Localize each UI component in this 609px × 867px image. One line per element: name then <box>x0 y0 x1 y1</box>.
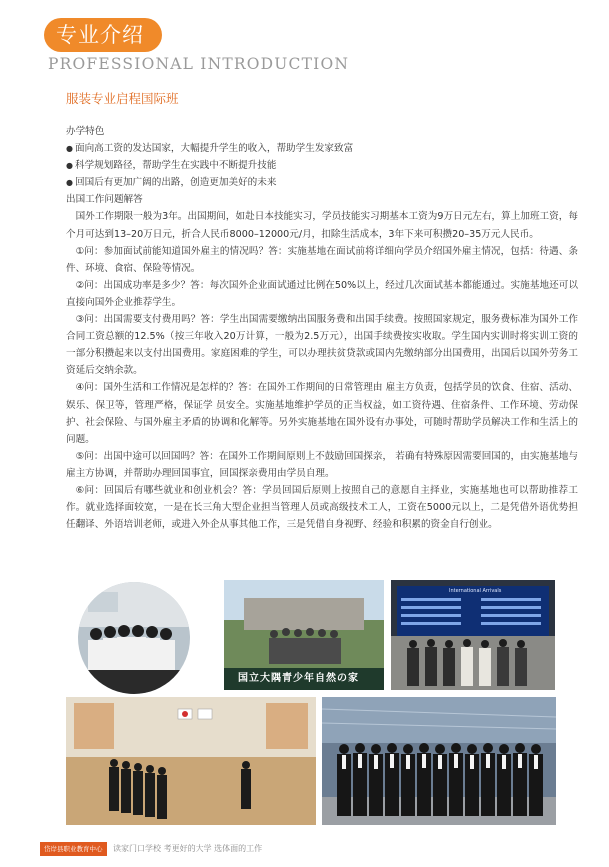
feature-item: ● 回国后有更加广阔的出路，创造更加美好的未来 <box>66 174 578 191</box>
banner-text: 国立大隅青少年自然の家 <box>238 673 359 684</box>
faq-item: ⑤问：出国中途可以回国吗？答：在国外工作期间原则上不鼓励回国探亲， 若确有特殊原因需要回国的，由实施基地与雇主方协调，并帮助办理回国事宜，回国探亲费用由学员自理。 <box>66 450 578 479</box>
outdoor-group-photo <box>224 580 384 690</box>
faq-intro: 国外工作期限一般为3年。出国期间，如赴日本技能实习，学员技能实习期基本工资为9万日元左右，算上加班工资，每个月可达到13–20万日元，折合人民币8000–12000元/月，扣除生活成本，3年下来可积攒20–35万元人民币。 <box>66 211 578 240</box>
feature-item: ● 科学规划路径，帮助学生在实践中不断提升技能 <box>66 157 578 174</box>
section-title-badge <box>44 18 162 52</box>
faq-item: ③问：出国需要支付费用吗？答：学生出国需要缴纳出国服务费和出国手续费。按照国家规定，服务费标准为国外工作合同工资总额的12.5%（按三年收入20万计算，一般为2.5万元），出国手续费按实收取。学生国内实训时将实训工资的一部分积攒起来以支付出国费用。家庭困难的学生，可以办理扶贫贷款或国内先缴纳部分出国费用，出国后以国外劳务工资延后交纳余款。 <box>66 314 578 377</box>
section-subtitle-en: PROFESSIONAL INTRODUCTION <box>48 55 350 73</box>
arrivals-board-text: International Arrivals <box>449 588 502 594</box>
features-heading: 办学特色 <box>66 126 105 137</box>
faq-item: ①问：参加面试前能知道国外雇主的情况吗？答：实施基地在面试前将详细向学员介绍国外雇主情况，包括：待遇、条件、环境、食宿、保险等情况。 <box>66 245 578 274</box>
faq-item: ④问：国外生活和工作情况是怎样的？答：在国外工作期间的日常管理由 雇主方负责，包括学员的饮食、住宿、活动、娱乐、保卫等，管理严格，保证学 员安全。实施基地维护学员的正当权益，如工资待遇、住宿条件、工作环境、劳动保护、社会保险、与国外雇主矛盾的协调和化解等。另外实施基地在国外设有办事处，可随时帮助学员解决工作和生活上的问题。 <box>66 382 578 445</box>
airport-arrivals-photo <box>391 580 555 690</box>
body-text <box>66 123 578 533</box>
program-title: 服装专业启程国际班 <box>66 91 179 106</box>
faq-heading: 出国工作问题解答 <box>66 194 143 206</box>
group-suits-photo <box>322 697 556 825</box>
faq-item: ⑥问：回国后有哪些就业和创业机会？答：学员回国后原则上按照自己的意愿自主择业，实施基地也可以帮助推荐工作。就业选择面较宽，一是在长三角大型企业担当管理人员或高级技术工人，工资在5000元以上，二是凭借外语优势担任翻译、外语培训老师，或进入外企从事其他工作，三是凭借自身视野、经验和积累的资金自行创业。 <box>66 484 578 531</box>
page-footer <box>40 842 262 856</box>
gym-lineup-photo <box>66 697 316 825</box>
faq-item: ②问：出国成功率是多少？答：每次国外企业面试通过比例在50%以上，经过几次面试基本都能通过。实施基地还可以直接向国外企业推荐学生。 <box>66 279 578 308</box>
footer-badge: 岱岸县职业教育中心 <box>40 842 107 856</box>
section-title: 专业介绍 <box>56 23 144 47</box>
feature-item: ● 面向高工资的发达国家，大幅提升学生的收入，帮助学生发家致富 <box>66 140 578 157</box>
footer-slogan: 读家门口学校 考更好的大学 选体面的工作 <box>113 844 263 853</box>
group-photo-circle <box>78 582 190 694</box>
